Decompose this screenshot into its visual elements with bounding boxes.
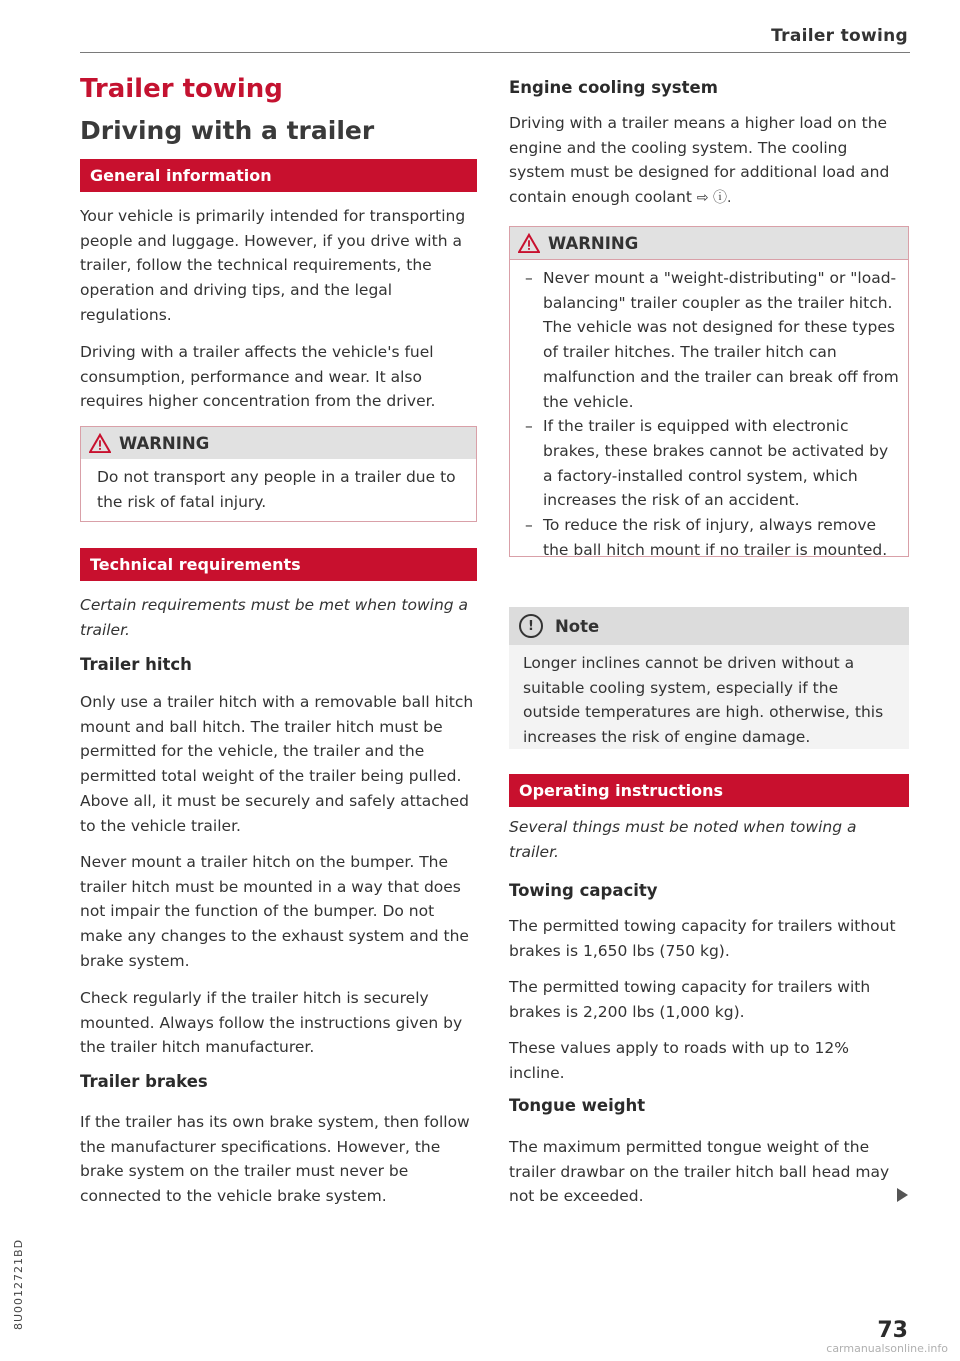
reference-note-icon: ⇨ ⓘ. — [696, 190, 732, 207]
warning-title-right: WARNING — [548, 233, 639, 253]
tongue-paragraph: The maximum permitted tongue weight of the trailer drawbar on the trailer hitch ball head may not be exceeded. — [509, 1138, 890, 1206]
warning-list-item: – To reduce the risk of injury, always remove the ball hitch mount if no trailer is mounted. — [525, 513, 899, 562]
warning-header — [81, 427, 476, 459]
warning-list — [525, 266, 899, 562]
section-bar-general: General information — [80, 159, 477, 192]
note-box — [509, 607, 909, 749]
note-text: Longer inclines cannot be driven without a suitable cooling system, especially if the outside temperatures are high. otherwise, this increases the risk of engine damage. — [523, 654, 884, 747]
hitch-paragraph-3: Check regularly if the trailer hitch is securely mounted. Always follow the instructions given by the trailer hitch manufacturer. — [80, 989, 463, 1057]
page-number: 73 — [877, 1318, 908, 1343]
cooling-paragraph: Driving with a trailer means a higher load on the engine and the cooling system. The cooling system must be designed for additional load and contain enough coolant ⇨ ⓘ. — [509, 114, 890, 207]
exclamation-circle-icon: ! — [519, 614, 543, 638]
hitch-paragraph-1: Only use a trailer hitch with a removable ball hitch mount and ball hitch. The trailer hitch must be permitted for the vehicle, the trailer and the permitted total weight of the trailer being pulled. Above all, it must be securely and safely attached to the vehicle trailer. — [80, 693, 474, 835]
warning-list-item: – Never mount a "weight-distributing" or "load-balancing" trailer coupler as the trailer hitch. The vehicle was not designed for these types of trailer hitches. The trailer hitch can malfunction and the trailer can break off from the vehicle. — [525, 266, 899, 414]
operating-intro: Several things must be noted when towing a trailer. — [509, 818, 857, 861]
technical-intro: Certain requirements must be met when towing a trailer. — [80, 596, 469, 639]
watermark: carmanualsonline.info — [826, 1342, 948, 1355]
warning-title: WARNING — [119, 433, 210, 453]
capacity-paragraph-3: These values apply to roads with up to 12% incline. — [509, 1039, 849, 1082]
general-paragraph-2: Driving with a trailer affects the vehicle's fuel consumption, performance and wear. It also requires higher concentration from the driver. — [80, 343, 436, 411]
running-head: Trailer towing — [771, 26, 908, 46]
subheading-trailer-brakes: Trailer brakes — [80, 1072, 208, 1091]
warning-text: Do not transport any people in a trailer due to the risk of fatal injury. — [97, 468, 456, 511]
capacity-paragraph-2: The permitted towing capacity for trailers with brakes is 2,200 lbs (1,000 kg). — [509, 978, 871, 1021]
continue-arrow-icon — [897, 1188, 908, 1202]
note-title: Note — [555, 616, 600, 636]
subheading-towing-capacity: Towing capacity — [509, 881, 658, 900]
section-bar-technical: Technical requirements — [80, 548, 477, 581]
note-header — [509, 607, 909, 645]
header-rule — [80, 52, 910, 53]
capacity-paragraph-1: The permitted towing capacity for trailers without brakes is 1,650 lbs (750 kg). — [509, 917, 896, 960]
chapter-title: Trailer towing — [80, 74, 283, 104]
subheading-tongue-weight: Tongue weight — [509, 1096, 646, 1115]
section-bar-operating: Operating instructions — [509, 774, 909, 807]
warning-body-right — [509, 260, 909, 570]
document-code: 8U0012721BD — [12, 1238, 25, 1330]
hitch-paragraph-2: Never mount a trailer hitch on the bumper. The trailer hitch must be mounted in a way that does not impair the function of the bumper. Do not make any changes to the exhaust system and the brake system. — [80, 853, 469, 970]
general-paragraph-1: Your vehicle is primarily intended for transporting people and luggage. However, if you drive with a trailer, follow the technical requirements, the operation and driving tips, and the legal regulations. — [80, 207, 466, 324]
brakes-paragraph-1: If the trailer has its own brake system, then follow the manufacturer specifications. However, the brake system on the trailer must never be connected to the vehicle brake system. — [80, 1113, 470, 1206]
subheading-engine-cooling: Engine cooling system — [509, 78, 718, 97]
section-title: Driving with a trailer — [80, 116, 375, 145]
warning-box — [80, 426, 477, 522]
warning-triangle-icon — [89, 433, 111, 453]
subheading-trailer-hitch: Trailer hitch — [80, 655, 192, 674]
warning-list-item: – If the trailer is equipped with electronic brakes, these brakes cannot be activated by a factory-installed control system, which increases the risk of an accident. — [525, 414, 899, 513]
